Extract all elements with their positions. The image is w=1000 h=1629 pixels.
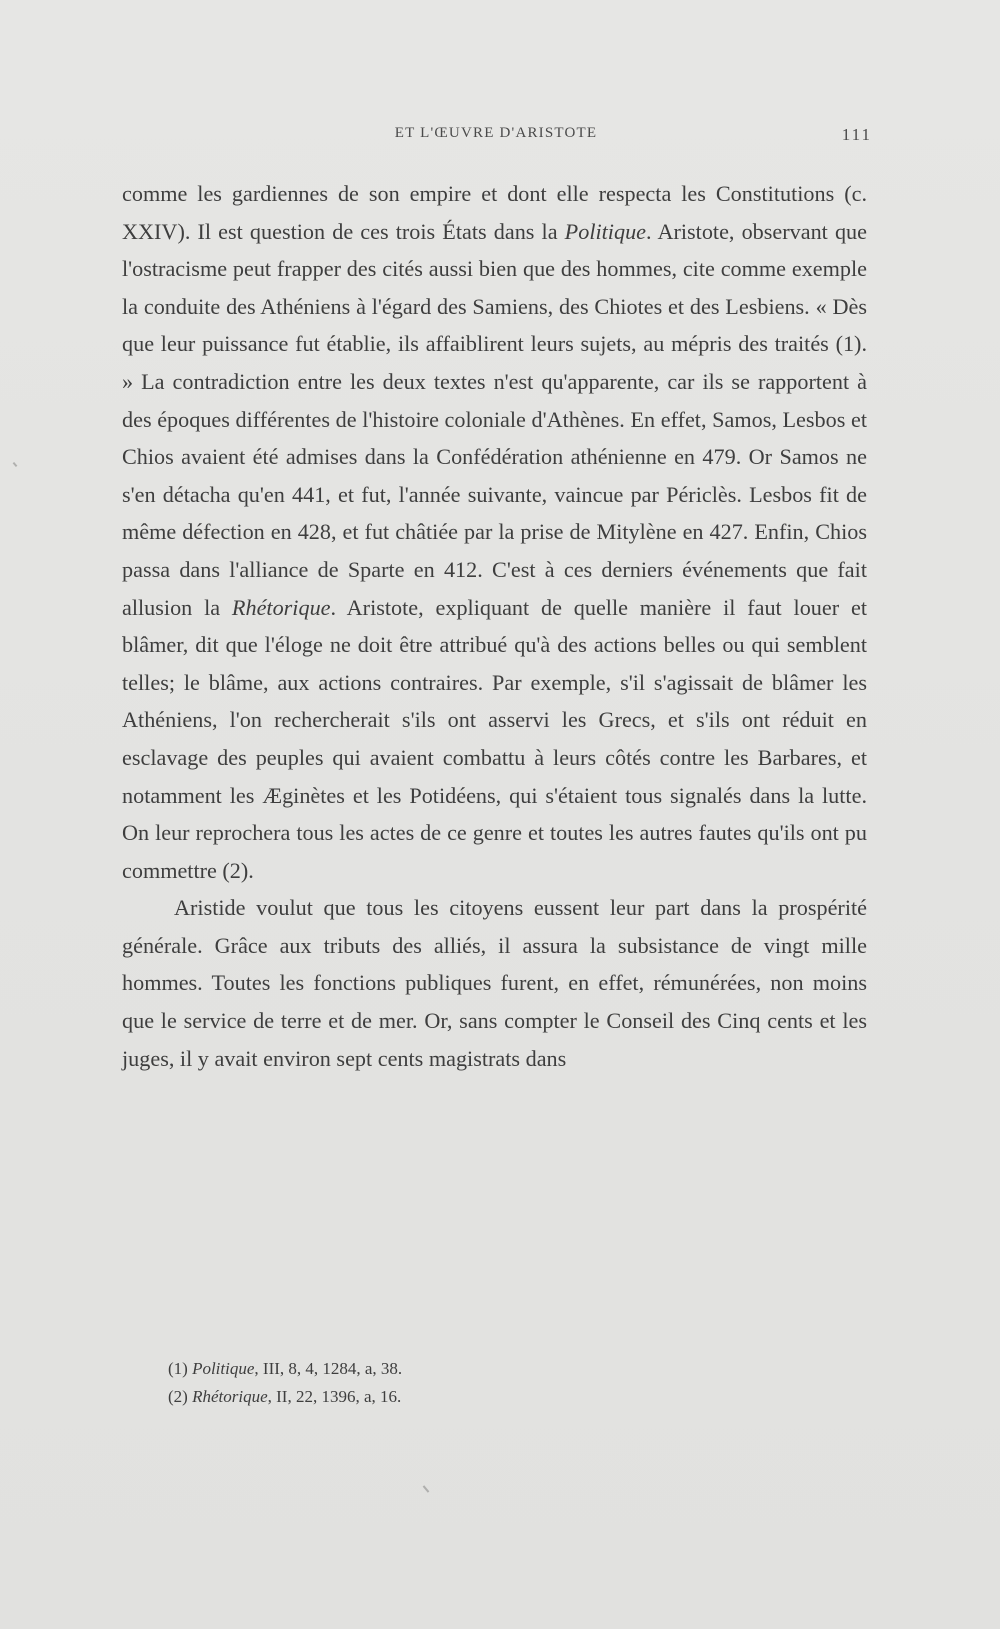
- footnote-ref: , III, 8, 4, 1284, a, 38.: [254, 1359, 403, 1378]
- paper-speck: [13, 462, 18, 467]
- paragraph-text: Aristide voulut que tous les citoyens eussent leur part dans la prospérité générale. Grâce aux tributs des alliés, il assura la subsistance de vingt mille hommes. Toutes les fonctions publiques furent, en effet, rémunérées, non moins que le service de terre et de mer. Or, sans compter le Conseil des Cinq cents et les juges, il y avait environ sept cents magistrats dans: [122, 895, 867, 1071]
- footnotes: [168, 1355, 768, 1411]
- footnote-title: Politique: [192, 1359, 255, 1378]
- footnote-ref: , II, 22, 1396, a, 16.: [267, 1387, 402, 1406]
- book-title: Rhétorique: [231, 594, 331, 620]
- page-header: [120, 125, 872, 149]
- footnote-1: [168, 1355, 768, 1383]
- page-number: 111: [841, 125, 872, 144]
- paragraph-text: . Aristote, observant que l'ostracisme peut frapper des cités aussi bien que des hommes, cite comme exemple la conduite des Athéniens à l'égard des Samiens, des Chiotes et des Lesbiens. « Dès que leur puissance fut établie, ils affaiblirent leurs sujets, au mépris des traités (1). » La contradiction entre les deux textes n'est qu'apparente, car ils se rapportent à des époques différentes de l'histoire coloniale d'Athènes. En effet, Samos, Lesbos et Chios avaient été admises dans la Confédération athénienne en 479. Or Samos ne s'en détacha qu'en 441, et fut, l'année suivante, vaincue par Périclès. Lesbos fit de même défection en 428, et fut châtiée par la prise de Mitylène en 427. Enfin, Chios passa dans l'alliance de Sparte en 412. C'est à ces derniers événements que fait allusion la: [122, 218, 867, 620]
- footnote-2: [168, 1383, 768, 1411]
- paragraph-2: [122, 889, 867, 1077]
- paragraph-1: [122, 175, 867, 889]
- paragraph-text: . Aristote, expliquant de quelle manière il faut louer et blâmer, dit que l'éloge ne doit être attribué qu'à des actions belles ou qui semblent telles; le blâme, aux actions contraires. Par exemple, s'il s'agissait de blâmer les Athéniens, l'on rechercherait s'ils ont asservi les Grecs, et s'ils ont réduit en esclavage des peuples qui avaient combattu à leurs côtés contre les Barbares, et notamment les Æginètes et les Potidéens, qui s'étaient tous signalés dans la lutte. On leur reprochera tous les actes de ce genre et toutes les autres fautes qu'ils ont pu commettre (2).: [122, 594, 867, 883]
- paper-speck: [423, 1485, 430, 1492]
- running-head: ET L'ŒUVRE D'ARISTOTE: [394, 125, 598, 141]
- paragraph-text: comme les gardiennes de son empire et dont elle respecta les Constitutions (c. XXIV). Il est question de ces trois États dans la: [122, 181, 867, 244]
- footnote-title: Rhétorique: [192, 1387, 268, 1406]
- book-title: Politique: [564, 218, 647, 244]
- footnote-number: (2): [168, 1387, 188, 1406]
- footnote-number: (1): [168, 1359, 188, 1378]
- body-text: [122, 175, 867, 1077]
